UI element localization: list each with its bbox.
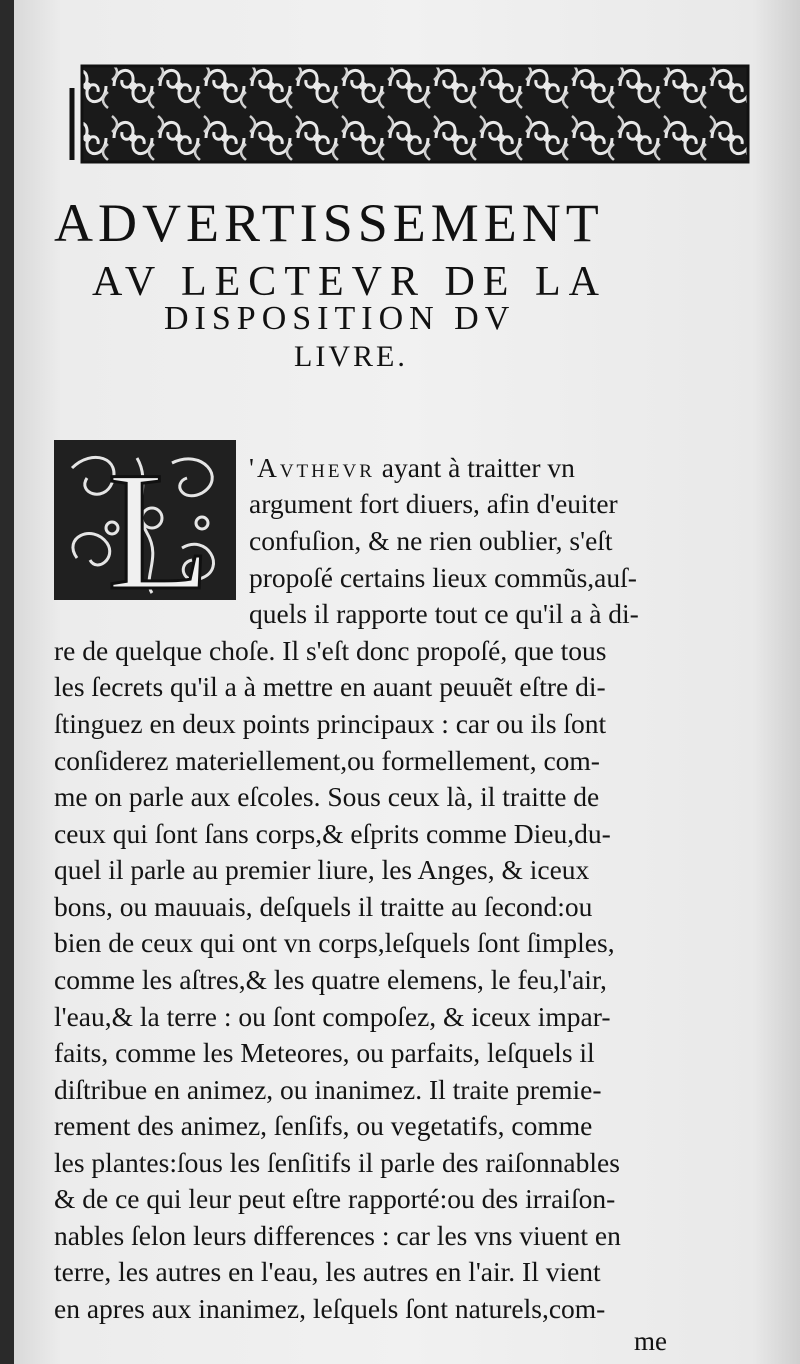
book-page xyxy=(14,0,800,1364)
text-line: ceux qui ſont ſans corps,& eſprits comme Dieu,du- xyxy=(54,818,611,849)
text-line: diſtribue en animez, ou inanimez. Il traite premie- xyxy=(54,1074,602,1105)
initial-letter-ornament xyxy=(52,438,238,602)
text-line: argument fort diuers, afin d'euiter xyxy=(249,488,618,519)
title-line-4: LIVRE. xyxy=(294,340,408,373)
opening-rest: ayant à traitter vn xyxy=(374,452,575,483)
opening-word: 'Avthevr xyxy=(249,452,375,483)
text-line: en apres aux inanimez, leſquels ſont naturels,com- xyxy=(54,1293,606,1324)
text-line: re de quelque choſe. Il s'eſt donc propoſé, que tous xyxy=(54,635,607,666)
opening-line xyxy=(249,454,575,482)
text-line: propoſé certains lieux commũs,auſ- xyxy=(249,562,637,593)
text-line: conſiderez materiellement,ou formellement, com- xyxy=(54,745,600,776)
text-line: faits, comme les Meteores, ou parfaits, leſquels il xyxy=(54,1037,595,1068)
catchword: me xyxy=(634,1326,667,1356)
text-line: terre, les autres en l'eau, les autres en l'air. Il vient xyxy=(54,1256,601,1287)
text-line: les plantes:ſous les ſenſitifs il parle des raiſonnables xyxy=(54,1147,620,1178)
text-line: rement des animez, ſenſifs, ou vegetatifs, comme xyxy=(54,1110,593,1141)
text-line: comme les aſtres,& les quatre elemens, le feu,l'air, xyxy=(54,964,607,995)
text-line: & de ce qui leur peut eſtre rapporté:ou des irraiſon- xyxy=(54,1183,616,1214)
decorated-initial xyxy=(52,438,238,602)
dropcap-letter: L xyxy=(107,438,211,602)
text-line: me on parle aux eſcoles. Sous ceux là, il traitte de xyxy=(54,781,600,812)
text-line: quels il rapporte tout ce qu'il a à di- xyxy=(249,598,639,629)
ornamental-headpiece xyxy=(64,60,754,165)
text-line: nables ſelon leurs differences : car les vns viuent en xyxy=(54,1220,621,1251)
text-line: bien de ceux qui ont vn corps,leſquels ſont ſimples, xyxy=(54,927,615,958)
title-line-1: ADVERTISSEMENT xyxy=(54,193,604,253)
text-line: bons, ou mauuais, deſquels il traitte au ſecond:ou xyxy=(54,891,593,922)
text-line: quel il parle au premier liure, les Anges, & iceux xyxy=(54,854,590,885)
headpiece-ornament xyxy=(64,60,754,165)
text-line: l'eau,& la terre : ou ſont compoſez, & iceux impar- xyxy=(54,1001,611,1032)
title-line-3: DISPOSITION DV xyxy=(164,300,516,337)
text-line: les ſecrets qu'il a à mettre en auant peuuẽt eſtre di- xyxy=(54,671,606,702)
title-line-2: AV LECTEVR DE LA xyxy=(92,259,607,305)
text-line: ſtinguez en deux points principaux : car ou ils ſont xyxy=(54,708,607,739)
text-line: confuſion, & ne rien oublier, s'eſt xyxy=(249,525,613,556)
